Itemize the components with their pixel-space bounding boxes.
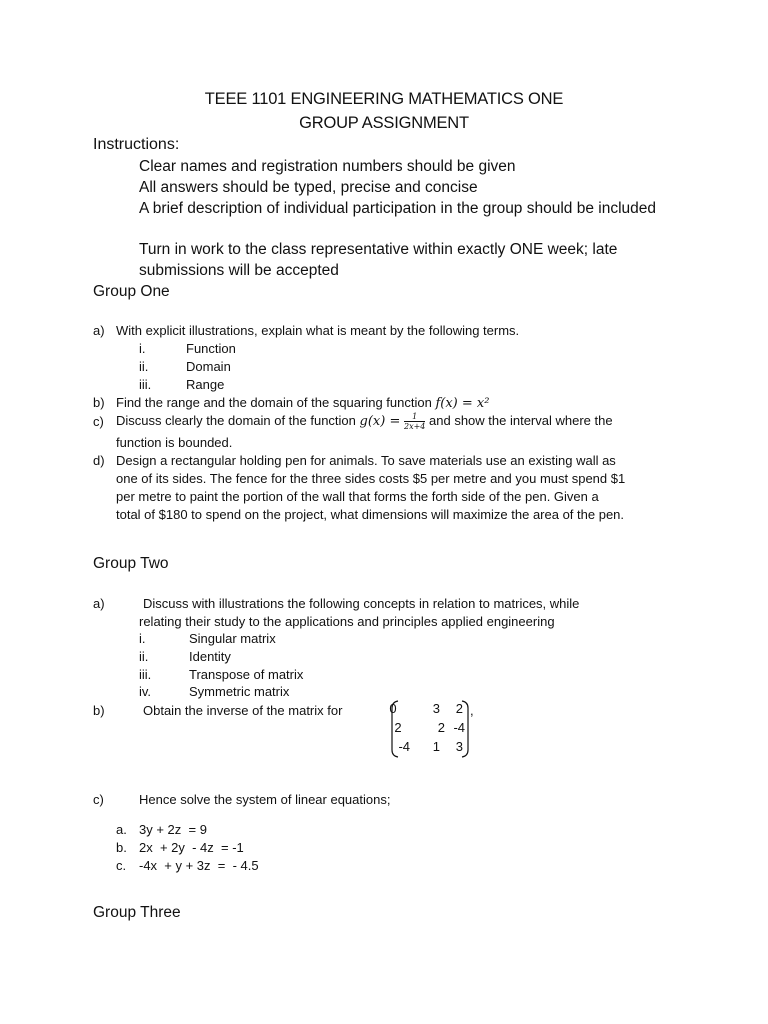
group-one-heading: Group One xyxy=(93,283,170,300)
subitem-text: Domain xyxy=(186,359,231,374)
subitem-label: iii. xyxy=(139,667,152,682)
question-c-text-after: and show the interval where the xyxy=(429,413,613,428)
subitem-label: i. xyxy=(139,631,146,646)
group-one-question-a: With explicit illustrations, explain what is meant by the following terms. xyxy=(116,323,520,338)
course-title: TEEE 1101 ENGINEERING MATHEMATICS ONE xyxy=(204,90,564,108)
item-label: a) xyxy=(93,323,105,338)
subitem-label: ii. xyxy=(139,359,149,374)
item-label: a) xyxy=(93,596,105,611)
item-label: c) xyxy=(93,792,104,807)
instruction-item: Turn in work to the class representative within exactly ONE week; late submissions will be accepted xyxy=(139,241,618,279)
question-d-line: one of its sides. The fence for the three sides costs $5 per metre and you must spend $1 xyxy=(116,471,626,486)
fraction-numerator: 1 xyxy=(404,412,425,422)
matrix-cell: 0 xyxy=(389,701,397,716)
question-c-text: Discuss clearly the domain of the function xyxy=(116,413,356,428)
fraction xyxy=(404,412,425,431)
equation-label: b. xyxy=(116,840,127,855)
item-label: d) xyxy=(93,453,105,468)
subitem-label: iv. xyxy=(139,684,152,699)
equation: -4x + y + 3z = - 4.5 xyxy=(139,858,259,873)
question-d-line: per metre to paint the portion of the wall that forms the forth side of the pen. Given a xyxy=(116,489,599,504)
matrix-3x3 xyxy=(390,700,470,758)
instruction-item: A brief description of individual participation in the group should be included xyxy=(139,200,657,217)
matrix-cell: 3 xyxy=(432,701,440,716)
group-one-question-c xyxy=(116,410,613,433)
subitem-text: Transpose of matrix xyxy=(189,667,304,682)
subitem-text: Range xyxy=(186,377,225,392)
question-c-line-2: function is bounded. xyxy=(116,435,233,450)
question-b-text: Find the range and the domain of the squaring function xyxy=(116,395,432,410)
subitem-label: ii. xyxy=(139,649,149,664)
group-two-heading: Group Two xyxy=(93,555,169,572)
matrix-cell: -4 xyxy=(398,739,410,754)
instruction-item: All answers should be typed, precise and concise xyxy=(139,179,478,196)
subitem-label: iii. xyxy=(139,377,152,392)
question-d-line: Design a rectangular holding pen for animals. To save materials use an existing wall as xyxy=(116,453,616,468)
item-label: b) xyxy=(93,703,105,718)
assignment-title: GROUP ASSIGNMENT xyxy=(299,114,469,132)
matrix-cell: 1 xyxy=(432,739,440,754)
instruction-item: Clear names and registration numbers should be given xyxy=(139,158,516,175)
group-two-question-c: Hence solve the system of linear equations; xyxy=(139,792,391,807)
subitem-text: Singular matrix xyxy=(189,631,276,646)
group-two-question-b: Obtain the inverse of the matrix for xyxy=(143,703,343,718)
matrix-cell: -4 xyxy=(453,720,465,735)
subitem-text: Symmetric matrix xyxy=(189,684,290,699)
question-d-line: total of $180 to spend on the project, what dimensions will maximize the area of the pen. xyxy=(116,507,625,522)
matrix-cell: 2 xyxy=(437,720,445,735)
equation: 3y + 2z = 9 xyxy=(139,822,207,837)
squaring-function-formula: f(x) = x² xyxy=(435,396,490,411)
instructions-heading: Instructions: xyxy=(93,136,180,153)
equation-label: c. xyxy=(116,858,127,873)
subitem-label: i. xyxy=(139,341,146,356)
group-two-question-a-line-1: Discuss with illustrations the following concepts in relation to matrices, while xyxy=(143,596,580,611)
matrix-cell: 2 xyxy=(394,720,402,735)
item-label: b) xyxy=(93,395,105,410)
subitem-text: Identity xyxy=(189,649,231,664)
matrix-trailing-comma: , xyxy=(470,703,474,718)
group-two-question-a-line-2: relating their study to the applications and principles applied engineering xyxy=(139,614,555,629)
equation-label: a. xyxy=(116,822,127,837)
equation: 2x + 2y - 4z = -1 xyxy=(139,840,244,855)
matrix-cell: 2 xyxy=(455,701,463,716)
item-label: c) xyxy=(93,414,104,429)
subitem-text: Function xyxy=(186,341,236,356)
group-three-heading: Group Three xyxy=(93,904,181,921)
matrix-cell: 3 xyxy=(455,739,463,754)
function-g-lhs: g(x) = xyxy=(359,414,401,429)
fraction-denominator: 2x+4 xyxy=(403,422,426,432)
